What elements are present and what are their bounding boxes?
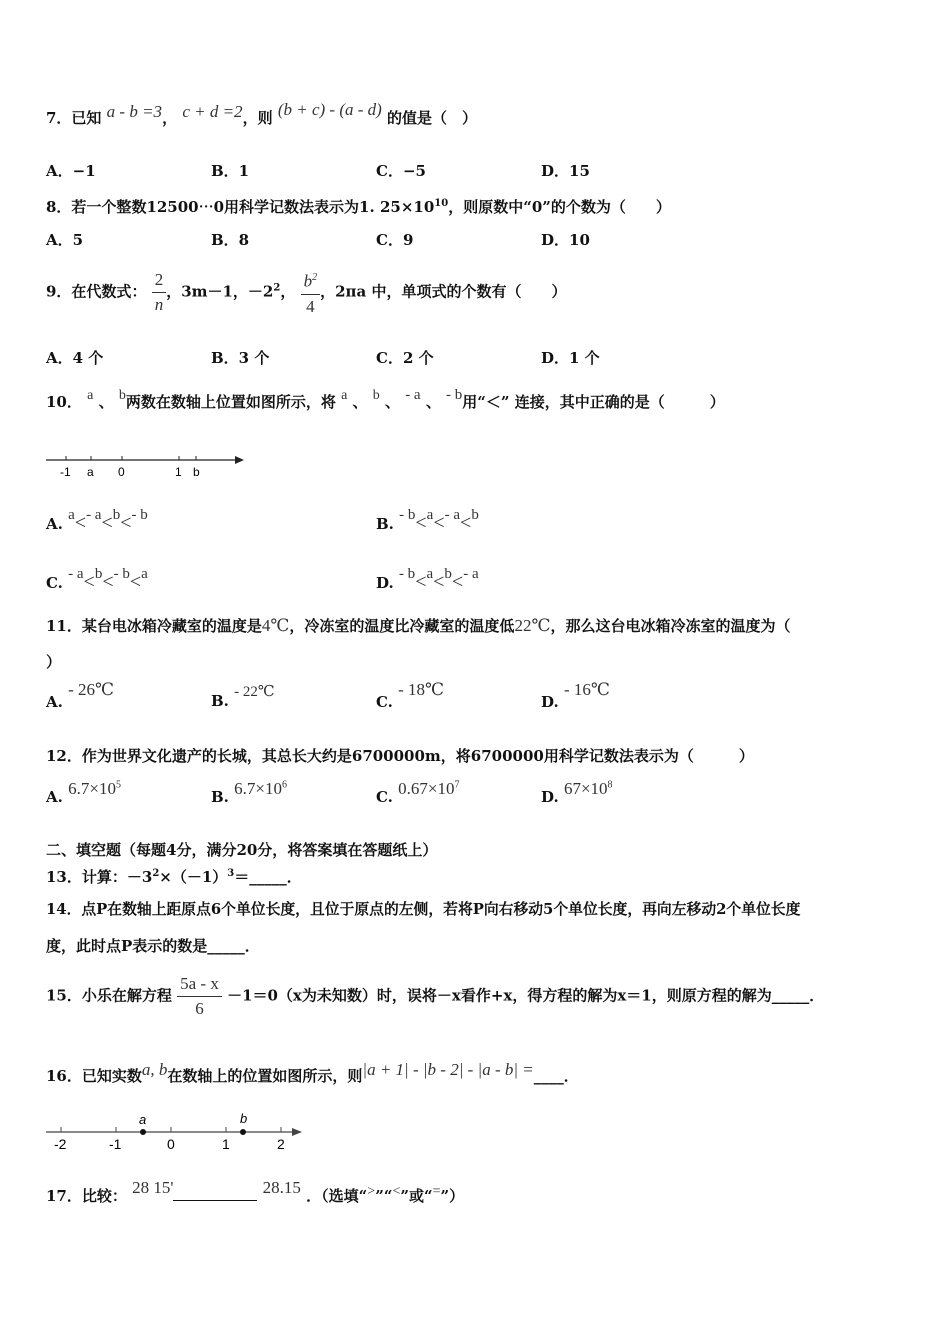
q10-a-t4: - b: [131, 507, 148, 523]
question-17: [46, 1178, 465, 1208]
q9-frac2-den: 4: [306, 296, 315, 316]
q12-a-value: [68, 779, 121, 798]
q10-option-c-label: C.: [46, 574, 63, 592]
q10-text2: 用“＜” 连接，其中正确的是（ ）: [462, 393, 725, 411]
q9-frac1-den: n: [154, 294, 164, 314]
q10-term-b: b: [372, 388, 380, 403]
q12-b-base: 6.7×10: [234, 779, 282, 798]
arrow-right-icon: [292, 1128, 302, 1136]
question-10: 10． a 、 b两数在数轴上位置如图所示，将 a 、 b 、 - a 、 - b用“＜” 连接，其中正确的是（ ）: [46, 387, 725, 411]
q10-a-lt1: <: [74, 512, 87, 534]
q10-c-t4: a: [141, 566, 148, 582]
q11-c-value: - 18℃: [398, 680, 445, 699]
q9-number: 9．在代数式：: [46, 282, 147, 301]
q11-option-a: [46, 680, 115, 712]
q10-option-b-label: B.: [376, 515, 394, 533]
q17-left-value: 28 15': [132, 1178, 174, 1197]
section-2-heading: 二、填空题（每题4分，满分20分，将答案填在答题纸上）: [46, 841, 438, 859]
q11-temp1: 4℃: [261, 616, 290, 635]
q9-option-a: A．4 个: [46, 349, 104, 367]
q10-b-lt1: <: [415, 512, 427, 534]
q10-option-d-label: D.: [376, 574, 394, 592]
q10-text1: 两数在数轴上位置如图所示，将: [125, 393, 336, 411]
q9-fraction-2: [301, 266, 321, 319]
q13-exp1: 2: [152, 868, 160, 879]
q10-b-t4: b: [471, 507, 479, 523]
q16-label-2: 2: [277, 1136, 285, 1152]
q11-temp2: 22℃: [514, 616, 551, 635]
q10-b-t3: - a: [444, 507, 461, 523]
q16-number-line: [44, 1110, 306, 1152]
q10-c-t3: - b: [113, 566, 130, 582]
q17-mid1: ”“: [375, 1187, 393, 1205]
q10-d-t3: b: [444, 566, 452, 582]
q10-b-t1: - b: [399, 507, 416, 523]
q10-var-a: a: [87, 388, 94, 403]
q11-d-label: D.: [541, 693, 559, 711]
q16-text: 在数轴上的位置如图所示，则: [167, 1067, 363, 1085]
q10-d-lt2: <: [433, 571, 445, 593]
q11-text3: ，那么这台电冰箱冷冻室的温度为（: [550, 617, 791, 635]
q8-text: 8．若一个整数12500⋯0用科学记数法表示为1. 25×10: [46, 198, 435, 216]
q17-tail1: ．（选填“: [306, 1187, 368, 1205]
question-13: [46, 864, 302, 887]
q7-sep-1: ，: [162, 109, 178, 127]
q10-option-d: [376, 566, 479, 594]
q10-c-t1: - a: [68, 566, 84, 582]
q15-number: 15．小乐在解方程: [46, 986, 172, 1005]
q7-number: 7．已知: [46, 109, 102, 127]
q10-d-t2: a: [426, 566, 434, 582]
question-12: 12．作为世界文化遗产的长城，其总长大约是6700000m，将6700000用科学记数法表示为（ ）: [46, 747, 754, 765]
q9-frac2-num-wrap: [301, 266, 321, 295]
q12-b-label: B.: [211, 788, 229, 806]
q10-d-lt3: <: [451, 571, 464, 593]
question-14-line1: 14．点P在数轴上距原点6个单位长度，且位于原点的左侧，若将P向右移动5个单位长度，再向左移动2个单位长度: [46, 901, 801, 918]
question-11: [46, 616, 790, 636]
q10-label-minus1: -1: [60, 465, 71, 479]
q17-number: 17．比较：: [46, 1187, 127, 1205]
question-9: [46, 266, 566, 319]
q11-a-value: - 26℃: [68, 680, 115, 699]
q12-d-exp: 8: [607, 779, 613, 791]
q10-d-t1: - b: [398, 566, 416, 582]
q12-d-value: [564, 779, 613, 798]
q8-option-b: B．8: [211, 231, 250, 249]
q10-number: 10．: [46, 393, 82, 411]
q12-c-value: [398, 779, 459, 798]
q7-option-b: B．1: [211, 162, 250, 180]
question-8: [46, 194, 671, 217]
q11-text1: 11．某台电冰箱冷藏室的温度是: [46, 617, 262, 635]
question-7: [46, 100, 478, 128]
q10-c-lt2: <: [102, 571, 114, 593]
q9-frac2-num: b: [303, 271, 313, 291]
q7-option-a: A．−1: [46, 162, 96, 180]
q11-c-label: C.: [376, 693, 393, 711]
q12-c-base: 0.67×10: [398, 779, 455, 798]
q11-b-value: - 22℃: [234, 684, 275, 700]
q10-option-b: [376, 507, 479, 535]
q10-c-lt3: <: [129, 571, 142, 593]
q10-label-0: 0: [118, 465, 125, 479]
q10-sep: 、: [98, 393, 114, 411]
q9-option-c: C．2 个: [376, 349, 434, 367]
q16-vars: a, b: [141, 1060, 168, 1079]
q10-d-lt1: <: [415, 571, 427, 593]
q15-tail: －1＝0（x为未知数）时，误将－x看作+x，得方程的解为x＝1，则原方程的解为_____．: [227, 986, 825, 1005]
q8-exponent: 10: [434, 198, 449, 209]
q12-d-label: D.: [541, 788, 559, 806]
q9-mid-exp: 2: [273, 282, 281, 294]
q10-b-lt2: <: [433, 512, 445, 534]
q7-tail: 的值是（ ）: [387, 109, 478, 127]
q17-mid2: ”或“: [400, 1187, 433, 1205]
question-14-line2: 度，此时点P表示的数是_____．: [46, 937, 260, 955]
q12-option-c: [376, 779, 460, 807]
q9-frac2-exp: 2: [312, 272, 318, 283]
q10-term-neg-b: - b: [446, 387, 463, 403]
q12-b-exp: 6: [281, 779, 287, 791]
q10-d-t4: - a: [463, 566, 479, 582]
q13-mid: ×（－1）: [159, 868, 228, 886]
q12-a-label: A.: [46, 788, 63, 806]
q10-c-t2: b: [94, 566, 103, 582]
q17-lt: <: [392, 1184, 401, 1199]
q12-a-exp: 5: [115, 779, 121, 791]
q11-b-label: B.: [211, 692, 229, 710]
q10-term-neg-a: - a: [405, 387, 421, 403]
q7-option-d: D．15: [541, 162, 590, 180]
q7-expr-1: a - b =3: [106, 102, 163, 121]
q10-option-a-label: A.: [46, 515, 63, 533]
q17-tail2: ”）: [440, 1187, 465, 1205]
q9-option-d: D．1 个: [541, 349, 600, 367]
q7-expr-2: c + d =2: [182, 102, 243, 121]
q11-text2: ，冷冻室的温度比冷藏室的温度低: [289, 617, 515, 635]
q10-a-t3: b: [112, 507, 121, 523]
q11-option-b: [211, 684, 275, 711]
q12-option-b: [211, 779, 287, 807]
q10-option-a: [46, 507, 148, 535]
q11-option-d: [541, 680, 610, 712]
q10-a-t1: a: [68, 507, 75, 523]
q16-number: 16．已知实数: [46, 1067, 142, 1085]
q8-option-d: D．10: [541, 231, 590, 249]
arrow-right-icon: [235, 456, 244, 464]
q16-tail: ____．: [533, 1067, 579, 1085]
q10-b-t2: a: [426, 507, 434, 523]
q10-label-1: 1: [175, 465, 182, 479]
q12-c-label: C.: [376, 788, 393, 806]
q16-label-minus1: -1: [109, 1136, 122, 1152]
q16-label-minus2: -2: [54, 1136, 67, 1152]
q11-d-value: - 16℃: [563, 680, 610, 699]
q10-a-lt2: <: [101, 512, 113, 534]
q8-tail: ，则原数中“0”的个数为（ ）: [448, 198, 671, 216]
q7-sep-2: ，则: [242, 109, 273, 127]
q15-fraction: [177, 972, 222, 1021]
q10-number-line: [44, 448, 249, 484]
q16-point-b: [240, 1129, 246, 1135]
q10-a-t2: - a: [86, 507, 102, 523]
q11-line2: ）: [46, 653, 62, 671]
q9-mid: ，3m－1，－2: [166, 282, 274, 301]
q7-expr-3: (b + c) - (a - d): [277, 100, 382, 119]
q10-option-c: [46, 566, 148, 594]
q11-option-c: [376, 680, 445, 712]
q8-option-c: C．9: [376, 231, 414, 249]
q10-label-a: a: [87, 465, 94, 479]
q7-option-c: C．−5: [376, 162, 426, 180]
q16-label-1: 1: [222, 1136, 230, 1152]
q16-label-0: 0: [167, 1136, 175, 1152]
question-15: [46, 972, 824, 1021]
q16-point-a: [140, 1129, 146, 1135]
q12-a-base: 6.7×10: [68, 779, 116, 798]
q16-expression: |a + 1| - |b - 2| - |a - b| =: [362, 1060, 534, 1079]
q10-c-lt1: <: [83, 571, 95, 593]
q12-option-a: [46, 779, 121, 807]
q10-label-b: b: [193, 465, 200, 479]
q11-a-label: A.: [46, 693, 63, 711]
q10-a-lt3: <: [120, 512, 132, 534]
q9-mid2: ，: [280, 282, 296, 301]
q12-d-base: 67×10: [563, 779, 608, 798]
q10-term-a: a: [341, 388, 348, 403]
q17-right-value: 28.15: [262, 1178, 301, 1197]
q17-answer-blank[interactable]: [173, 1200, 257, 1201]
q9-tail: ，2πa 中，单项式的个数有（ ）: [320, 282, 567, 301]
q12-b-value: [234, 779, 287, 798]
q8-option-a: A．5: [46, 231, 84, 249]
q13-exp2: 3: [227, 868, 235, 879]
q17-eq: =: [432, 1184, 441, 1199]
q17-gt: >: [367, 1184, 376, 1199]
q12-c-exp: 7: [454, 779, 460, 791]
q10-var-b: b: [118, 388, 126, 403]
q15-frac-num: 5a - x: [177, 972, 222, 997]
q9-fraction-1: [152, 268, 167, 317]
q9-option-b: B．3 个: [211, 349, 270, 367]
q9-frac1-num: 2: [152, 268, 167, 293]
q15-frac-den: 6: [195, 999, 204, 1018]
q13-text: 13．计算：－3: [46, 868, 153, 886]
question-16: [46, 1060, 579, 1086]
q13-tail: ＝_____．: [234, 868, 302, 886]
q10-b-lt3: <: [460, 512, 472, 534]
q12-option-d: [541, 779, 613, 807]
q16-point-b-label: b: [240, 1111, 248, 1126]
q16-point-a-label: a: [139, 1112, 147, 1127]
